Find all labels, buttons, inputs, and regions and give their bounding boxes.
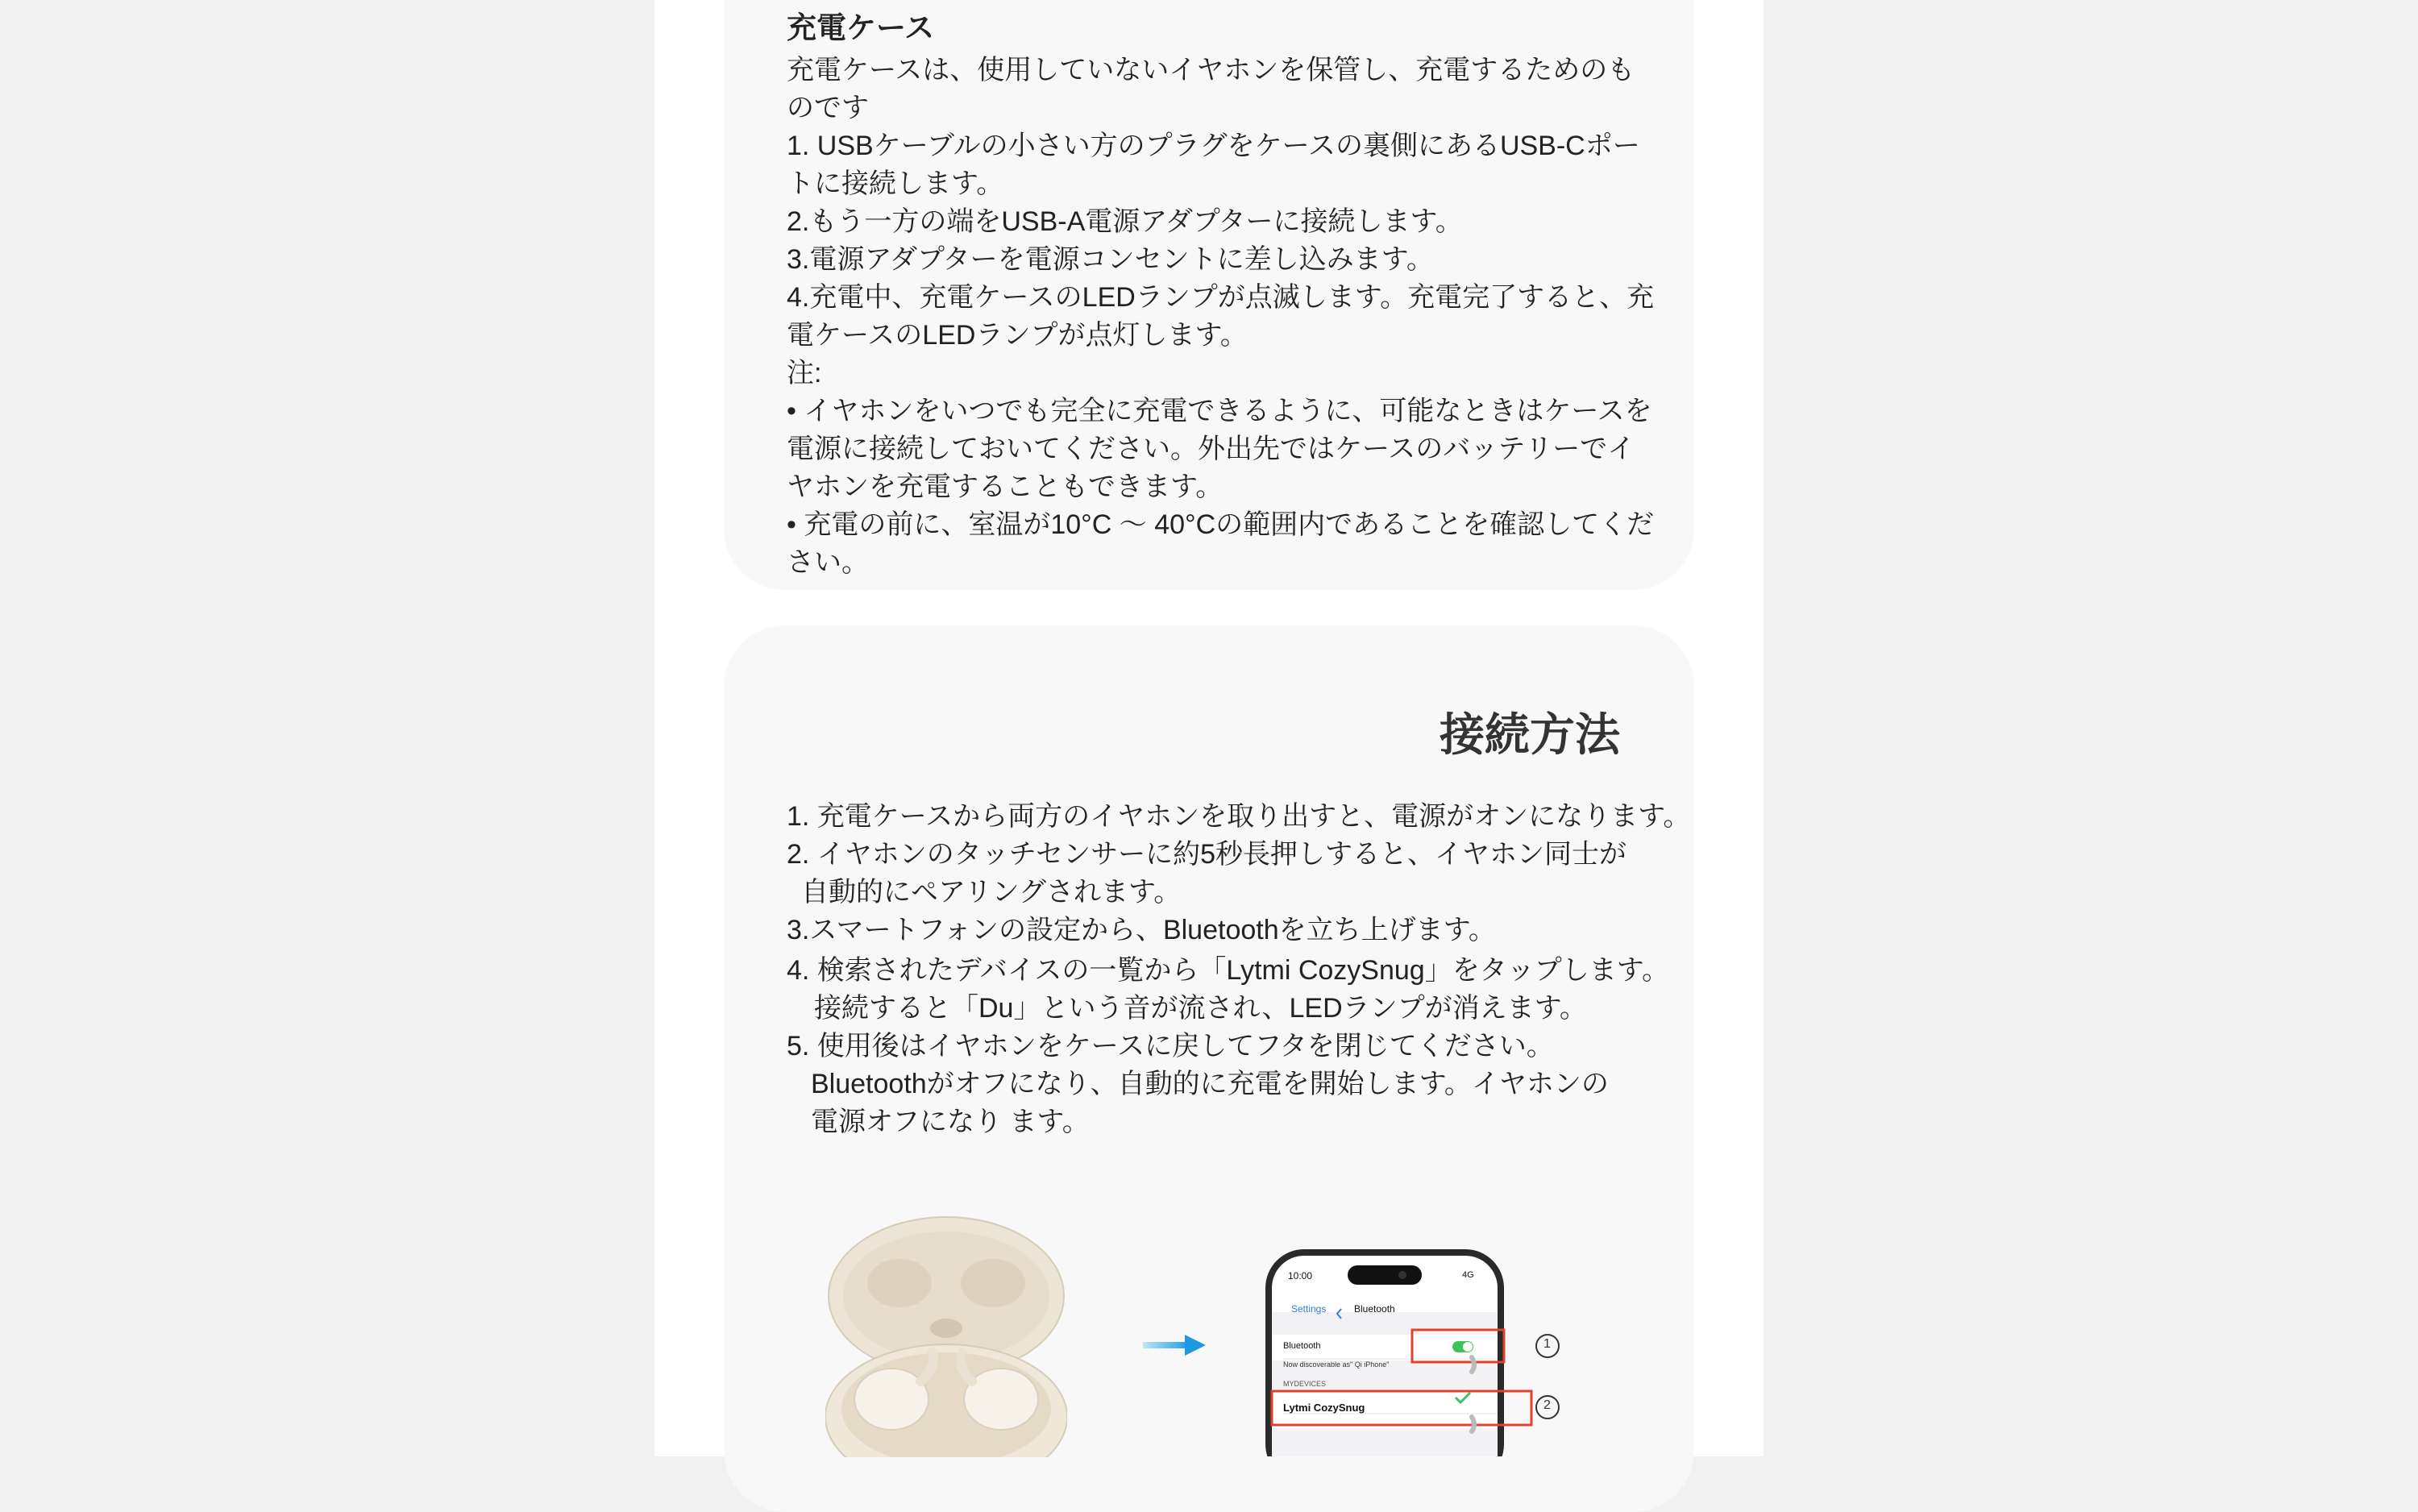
open-charging-case-image <box>825 1215 1067 1457</box>
charging-case-title: 充電ケース <box>787 11 935 44</box>
connection-title: 接続方法 <box>1440 709 1620 760</box>
charging-case-line: 1. USBケーブルの小さい方のプラグをケースの裏側にあるUSB-Cポー <box>787 131 1640 161</box>
charging-case-note-line: さい。 <box>787 547 869 578</box>
connection-step-4: 4. 検索されたデバイスの一覧から「Lytmi CozySnug」をタップします。 <box>787 955 1669 986</box>
my-devices-header: MYDEVICES <box>1283 1380 1327 1388</box>
phone-bluetooth-settings-image <box>1261 1246 1599 1456</box>
connection-step-2-cont: 自動的にペアリングされます。 <box>801 877 1182 908</box>
charging-case-line: 充電ケースは、使用していないイヤホンを保管し、充電するためのも <box>787 55 1635 85</box>
charging-case-note-line: ヤホンを充電することもできます。 <box>787 471 1224 502</box>
charging-case-note-line: • イヤホンをいつでも完全に充電できるように、可能なときはケースを <box>787 396 1652 426</box>
connection-steps <box>787 798 1691 1141</box>
page-container <box>654 0 1764 1456</box>
bluetooth-toggle-row[interactable]: Bluetooth <box>1283 1341 1321 1351</box>
connection-step-2: 2. イヤホンのタッチセンサーに約5秒長押しすると、イヤホン同士が <box>787 839 1627 870</box>
connection-step-1: 1. 充電ケースから両方のイヤホンを取り出すと、電源がオンになります。 <box>787 801 1691 832</box>
charging-case-description <box>787 52 1657 582</box>
connection-step-5-cont: Bluetoothがオフになり、自動的に充電を開始します。イヤホンの <box>811 1069 1609 1099</box>
right-arrow-icon <box>1143 1333 1207 1357</box>
step-1-number: 1 <box>1543 1337 1551 1351</box>
charging-case-line: 4.充電中、充電ケースのLEDランプが点滅します。充電完了すると、充 <box>787 282 1655 313</box>
charging-case-line: のです <box>787 93 869 123</box>
discoverable-text: Now discoverable as" Qi iPhone" <box>1283 1360 1390 1369</box>
charging-case-line: 2.もう一方の端をUSB-A電源アダプターに接続します。 <box>787 206 1463 237</box>
charging-case-note-line: • 充電の前に、室温が10°C 〜 40°Cの範囲内であることを確認してくだ <box>787 509 1655 540</box>
connection-step-5: 5. 使用後はイヤホンをケースに戻してフタを閉じてください。 <box>787 1031 1554 1061</box>
phone-status-time: 10:00 <box>1288 1270 1313 1281</box>
charging-case-line: トに接続します。 <box>787 168 1004 199</box>
charging-case-note-label: 注: <box>787 358 822 388</box>
phone-status-signal: 4G <box>1462 1270 1474 1280</box>
charging-case-line: 電ケースのLEDランプが点灯します。 <box>787 320 1248 351</box>
connection-step-5-cont: 電源オフになり ます。 <box>811 1107 1090 1137</box>
charging-case-line: 3.電源アダプターを電源コンセントに差し込みます。 <box>787 244 1434 275</box>
settings-back-link[interactable]: Settings <box>1291 1303 1327 1315</box>
connection-step-3: 3.スマートフォンの設定から、Bluetoothを立ち上げます。 <box>787 915 1496 945</box>
connection-step-4-cont: 接続すると「Du」という音が流され、LEDランプが消えます。 <box>814 993 1587 1024</box>
charging-case-note-line: 電源に接続しておいてください。外出先ではケースのバッテリーでイ <box>787 434 1635 464</box>
nav-title: Bluetooth <box>1354 1303 1395 1315</box>
device-row-lytmi[interactable]: Lytmi CozySnug <box>1283 1402 1365 1414</box>
step-2-number: 2 <box>1543 1398 1551 1412</box>
